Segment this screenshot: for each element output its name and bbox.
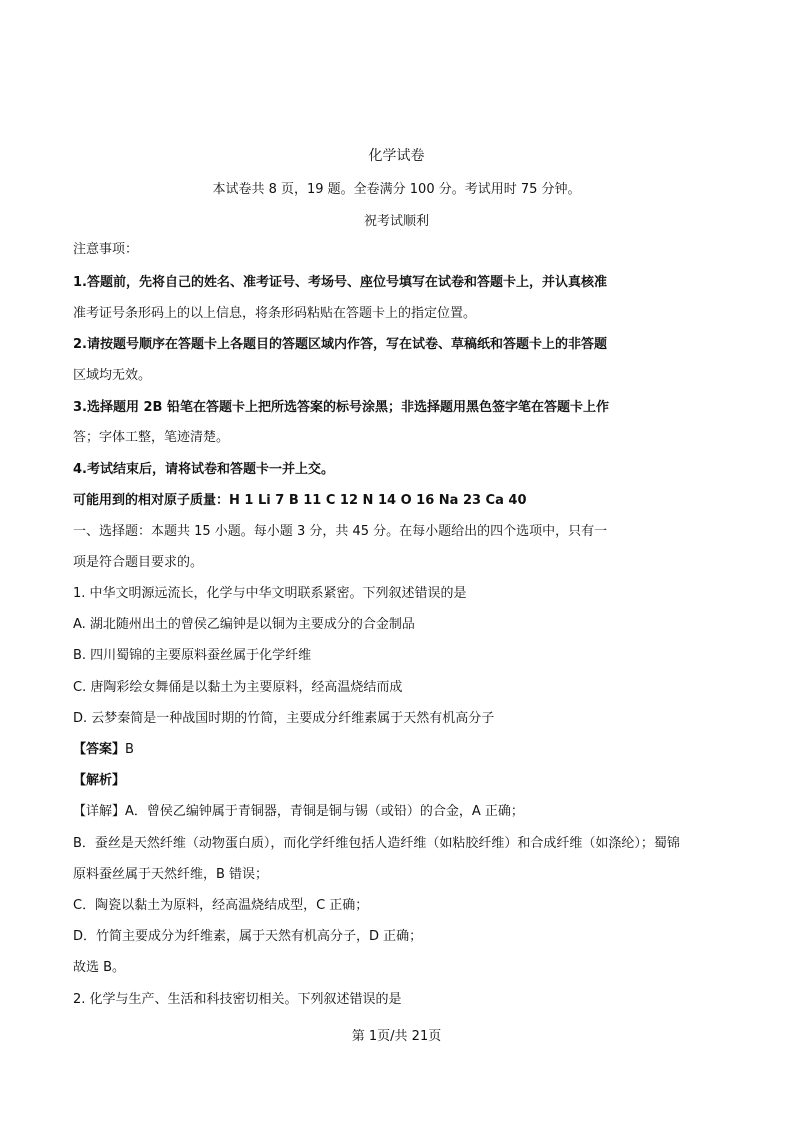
note-line: 区域均无效。 <box>73 368 152 383</box>
question-1-option-d: D. 云梦秦简是一种战国时期的竹简，主要成分纤维素属于天然有机高分子 <box>73 711 495 726</box>
detail-line: D．竹简主要成分为纤维素，属于天然有机高分子，D 正确； <box>73 929 423 944</box>
note-line: 3.选择题用 2B 铅笔在答题卡上把所选答案的标号涂黑；非选择题用黑色签字笔在答题卡上作 <box>73 400 609 415</box>
answer-label: 【答案】 <box>73 742 126 757</box>
answer-value: B <box>125 742 134 757</box>
detail-line: C．陶瓷以黏土为原料，经高温烧结成型，C 正确； <box>73 898 369 913</box>
question-1-stem: 1. 中华文明源远流长，化学与中华文明联系紧密。下列叙述错误的是 <box>73 586 467 601</box>
notes-heading: 注意事项： <box>73 242 139 257</box>
question-1-option-a: A. 湖北随州出土的曾侯乙编钟是以铜为主要成分的合金制品 <box>73 617 415 632</box>
exam-title: 化学试卷 <box>368 148 425 164</box>
section-heading-cont: 项是符合题目要求的。 <box>73 555 204 570</box>
question-2-stem: 2. 化学与生产、生活和科技密切相关。下列叙述错误的是 <box>73 992 402 1007</box>
note-line: 答；字体工整，笔迹清楚。 <box>73 430 230 445</box>
detail-line: 原料蚕丝属于天然纤维，B 错误； <box>73 867 269 882</box>
page-number: 第 1页/共 21页 <box>351 1029 442 1044</box>
question-1-option-b: B. 四川蜀锦的主要原料蚕丝属于化学纤维 <box>73 648 312 663</box>
exam-wish: 祝考试顺利 <box>363 214 429 229</box>
note-line: 准考证号条形码上的以上信息，将条形码粘贴在答题卡上的指定位置。 <box>73 306 477 321</box>
note-line: 2.请按题号顺序在答题卡上各题目的答题区域内作答，写在试卷、草稿纸和答题卡上的非答题 <box>73 337 607 352</box>
analysis-label: 【解析】 <box>73 773 126 788</box>
detail-line: 【详解】A．曾侯乙编钟属于青铜器，青铜是铜与锡（或铅）的合金，A 正确； <box>73 804 524 819</box>
note-line: 1.答题前，先将自己的姓名、准考证号、考场号、座位号填写在试卷和答题卡上，并认真核准 <box>73 275 607 290</box>
atomic-mass-line: 可能用到的相对原子质量：H 1 Li 7 B 11 C 12 N 14 O 16 Na 23 Ca 40 <box>73 493 527 508</box>
exam-subtitle: 本试卷共 8 页，19 题。全卷满分 100 分。考试用时 75 分钟。 <box>212 182 581 197</box>
detail-line: B．蚕丝是天然纤维（动物蛋白质），而化学纤维包括人造纤维（如粘胶纤维）和合成纤维（如涤纶）；蜀锦 <box>73 836 680 851</box>
note-line: 4.考试结束后，请将试卷和答题卡一并上交。 <box>73 462 334 477</box>
answer-line <box>73 741 134 759</box>
detail-line: 故选 B。 <box>73 960 126 975</box>
question-1-option-c: C. 唐陶彩绘女舞俑是以黏土为主要原料，经高温烧结而成 <box>73 680 403 695</box>
section-heading: 一、选择题：本题共 15 小题。每小题 3 分，共 45 分。在每小题给出的四个选项中，只有一 <box>73 524 608 539</box>
